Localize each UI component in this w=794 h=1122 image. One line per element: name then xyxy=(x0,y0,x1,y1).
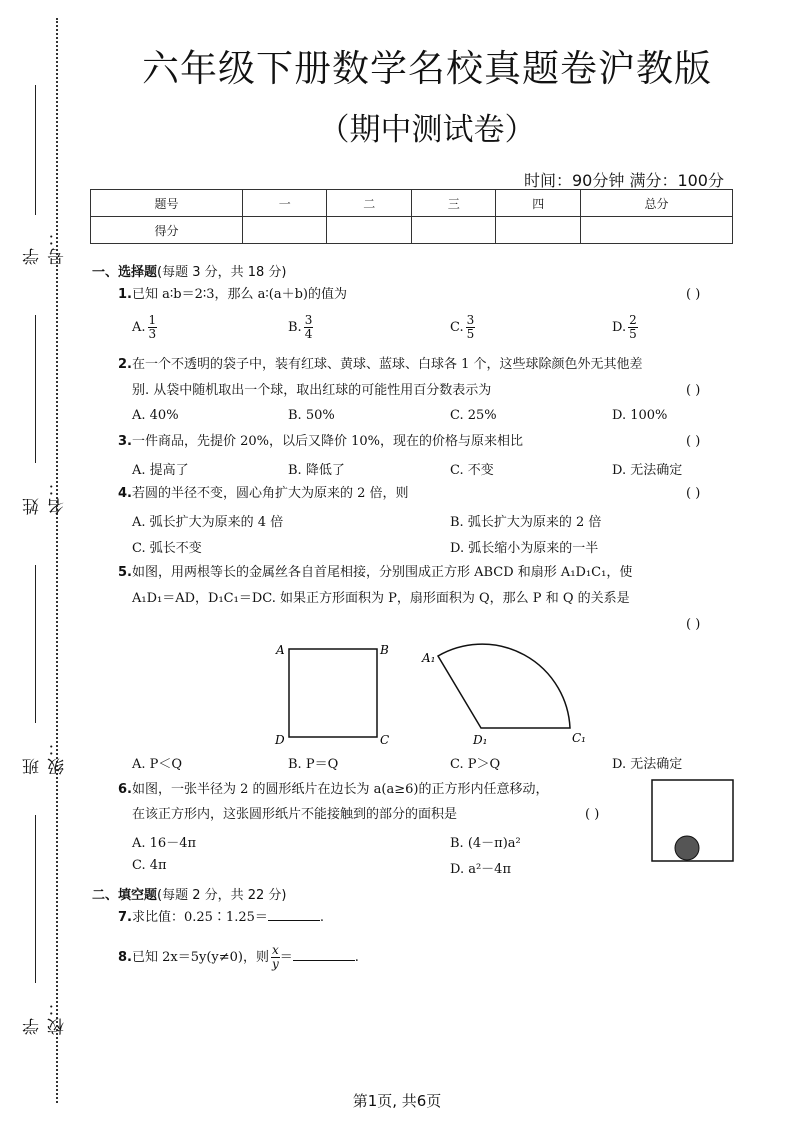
student-id-line xyxy=(35,85,36,215)
cut-line xyxy=(56,18,58,1103)
score-row-label: 得分 xyxy=(91,217,243,244)
label-a: A xyxy=(276,643,285,657)
period: . xyxy=(354,950,359,965)
period: . xyxy=(319,910,325,925)
option-a[interactable]: A. P＜Q xyxy=(132,757,183,772)
question-text: 已知 2x＝5y(y≠0)，则 xyxy=(131,950,269,965)
option-a[interactable] xyxy=(132,314,157,341)
question-text: 已知 a∶b＝2∶3，那么 a∶(a＋b)的值为 xyxy=(131,287,347,302)
fraction xyxy=(148,314,158,341)
option-a[interactable]: A. 提高了 xyxy=(132,463,189,478)
denominator: 5 xyxy=(466,327,475,341)
option-label: A. xyxy=(132,320,146,335)
score-cell[interactable] xyxy=(496,217,580,244)
question-6 xyxy=(118,780,638,800)
section-heading xyxy=(92,261,287,280)
score-cell[interactable] xyxy=(327,217,411,244)
question-1 xyxy=(118,285,738,305)
square-abcd xyxy=(289,649,377,737)
score-header: 一 xyxy=(243,190,327,217)
numerator: 3 xyxy=(466,313,475,327)
question-number: 4. xyxy=(118,486,132,501)
question-3 xyxy=(118,432,738,452)
label-b: B xyxy=(380,643,389,657)
section-note: (每题 3 分，共 18 分) xyxy=(157,265,287,280)
section-title: 一、选择题 xyxy=(92,265,158,280)
label-d1: D₁ xyxy=(473,733,488,747)
option-label: C. xyxy=(450,320,464,335)
student-id-label: 学号： xyxy=(23,227,68,265)
denominator: y xyxy=(272,957,279,971)
option-b[interactable]: B. P＝Q xyxy=(288,757,339,772)
question-text: 如图，用两根等长的金属丝各自首尾相接，分别围成正方形 ABCD 和扇形 A₁D₁C₁，使 xyxy=(131,565,633,580)
option-d[interactable]: D. 弧长缩小为原来的一半 xyxy=(450,541,599,556)
square-and-sector-figure xyxy=(270,640,610,750)
question-number: 5. xyxy=(118,565,132,580)
question-number: 7. xyxy=(118,910,132,925)
score-header: 题号 xyxy=(91,190,243,217)
class-line xyxy=(35,565,36,723)
option-b[interactable]: B. (4－π)a² xyxy=(450,836,521,851)
option-a[interactable]: A. 16－4π xyxy=(132,836,197,851)
section-note: (每题 2 分，共 22 分) xyxy=(157,888,287,903)
question-text: 若圆的半径不变，圆心角扩大为原来的 2 倍，则 xyxy=(131,486,409,501)
page-subtitle: （期中测试卷） xyxy=(318,112,536,148)
question-5 xyxy=(118,563,738,583)
answer-blank[interactable] xyxy=(268,908,320,921)
question-2 xyxy=(118,355,738,375)
question-number: 3. xyxy=(118,434,132,449)
question-text: 如图，一张半径为 2 的圆形纸片在边长为 a(a≥6)的正方形内任意移动， xyxy=(131,782,549,797)
question-6-line2: 在该正方形内，这张圆形纸片不能接触到的部分的面积是 xyxy=(132,807,458,822)
option-b[interactable]: B. 弧长扩大为原来的 2 倍 xyxy=(450,515,602,530)
equals-sign: ＝ xyxy=(279,950,293,965)
numerator: 1 xyxy=(148,313,157,327)
answer-paren[interactable]: ( ) xyxy=(686,383,701,398)
fraction xyxy=(271,944,280,971)
option-label: B. xyxy=(288,320,302,335)
score-table-header-row xyxy=(91,190,733,217)
fraction xyxy=(304,314,314,341)
school-label: 学校： xyxy=(23,997,68,1035)
option-a[interactable]: A. 40% xyxy=(132,408,179,423)
option-c[interactable]: C. 弧长不变 xyxy=(132,541,202,556)
question-5-line2: A₁D₁＝AD，D₁C₁＝DC. 如果正方形面积为 P，扇形面积为 Q，那么 P 和 Q 的关系是 xyxy=(132,591,630,606)
time-info: 时间：90分钟 满分：100分 xyxy=(524,171,724,190)
option-d[interactable]: D. 无法确定 xyxy=(612,463,683,478)
question-number: 8. xyxy=(118,950,132,965)
question-4 xyxy=(118,484,738,504)
class-label: 班级： xyxy=(23,737,68,775)
denominator: 5 xyxy=(629,327,637,341)
label-a1: A₁ xyxy=(422,651,436,665)
name-field[interactable] xyxy=(18,315,68,515)
label-c1: C₁ xyxy=(572,731,586,745)
page-title: 六年级下册数学名校真题卷沪教版 xyxy=(142,47,712,90)
numerator: 2 xyxy=(629,313,637,327)
student-id-field[interactable] xyxy=(18,85,68,265)
question-7 xyxy=(118,908,738,928)
score-cell[interactable] xyxy=(411,217,495,244)
class-field[interactable] xyxy=(18,565,68,775)
option-c[interactable]: C. P＞Q xyxy=(450,757,501,772)
denominator: 3 xyxy=(148,327,157,341)
score-header: 三 xyxy=(411,190,495,217)
score-header: 二 xyxy=(327,190,411,217)
answer-paren[interactable]: ( ) xyxy=(686,287,701,302)
question-8 xyxy=(118,944,738,971)
page-footer: 第1页, 共6页 xyxy=(352,1092,442,1110)
binding-margin xyxy=(0,0,68,1122)
name-label: 姓名： xyxy=(23,477,68,515)
school-field[interactable] xyxy=(18,815,68,1035)
numerator: x xyxy=(272,943,279,957)
denominator: 4 xyxy=(304,327,313,341)
score-header: 四 xyxy=(496,190,580,217)
answer-paren[interactable]: ( ) xyxy=(686,486,701,501)
option-label: D. xyxy=(612,320,627,335)
question-text: 在一个不透明的袋子中，装有红球、黄球、蓝球、白球各 1 个，这些球除颜色外无其他差 xyxy=(131,357,643,372)
label-d: D xyxy=(275,733,285,747)
question-text: 一件商品，先提价 20%，以后又降价 10%，现在的价格与原来相比 xyxy=(131,434,524,449)
option-c[interactable]: C. 25% xyxy=(450,408,497,423)
name-line xyxy=(35,315,36,463)
question-text: 求比值：0.25∶1.25＝ xyxy=(131,910,268,925)
score-cell[interactable] xyxy=(580,217,732,244)
score-table xyxy=(90,189,733,244)
section-title: 二、填空题 xyxy=(92,888,158,903)
option-c[interactable]: C. 4π xyxy=(132,858,167,873)
option-d[interactable]: D. 100% xyxy=(612,408,668,423)
option-a[interactable]: A. 弧长扩大为原来的 4 倍 xyxy=(132,515,284,530)
answer-paren[interactable]: ( ) xyxy=(686,617,701,632)
option-b[interactable]: B. 降低了 xyxy=(288,463,345,478)
score-table-score-row xyxy=(91,217,733,244)
option-d[interactable]: D. 无法确定 xyxy=(612,757,683,772)
option-c[interactable]: C. 不变 xyxy=(450,463,494,478)
option-b[interactable]: B. 50% xyxy=(288,408,335,423)
answer-blank[interactable] xyxy=(293,948,355,961)
option-b[interactable] xyxy=(288,314,313,341)
school-line xyxy=(35,815,36,983)
score-cell[interactable] xyxy=(243,217,327,244)
section-heading xyxy=(92,884,287,903)
option-c[interactable] xyxy=(450,314,475,341)
fraction xyxy=(466,314,476,341)
question-number: 2. xyxy=(118,357,132,372)
square-with-disc-figure xyxy=(650,778,736,864)
answer-paren[interactable]: ( ) xyxy=(585,807,600,822)
question-2-line2: 别. 从袋中随机取出一个球，取出红球的可能性用百分数表示为 xyxy=(132,383,492,398)
question-number: 1. xyxy=(118,287,132,302)
numerator: 3 xyxy=(304,313,313,327)
fraction xyxy=(628,314,638,341)
question-number: 6. xyxy=(118,782,132,797)
option-d[interactable]: D. a²－4π xyxy=(450,862,512,877)
circular-disc xyxy=(675,836,699,860)
answer-paren[interactable]: ( ) xyxy=(686,434,701,449)
sector-a1d1c1 xyxy=(438,644,570,728)
label-c: C xyxy=(380,733,390,747)
score-header: 总分 xyxy=(580,190,732,217)
option-d[interactable] xyxy=(612,314,638,341)
